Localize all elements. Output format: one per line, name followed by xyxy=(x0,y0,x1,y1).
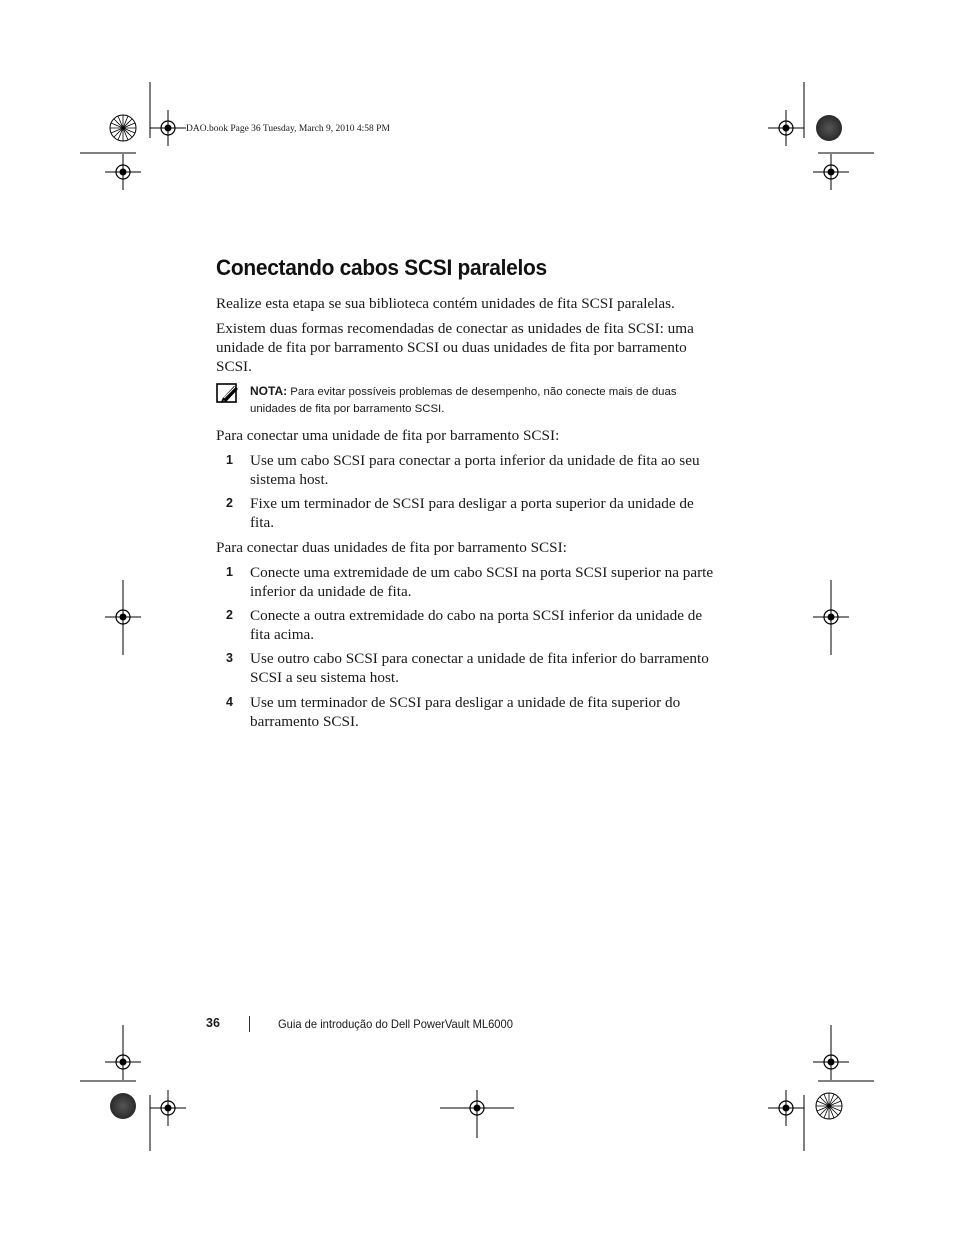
intro-paragraph: Realize esta etapa se sua biblioteca contém unidades de fita SCSI paralelas. xyxy=(216,295,675,312)
section2-step-2-text: Conecte a outra extremidade do cabo na porta SCSI inferior da unidade de fita acima. xyxy=(250,607,703,643)
starburst-bottom-right xyxy=(816,1093,842,1119)
section2-lead: Para conectar duas unidades de fita por barramento SCSI: xyxy=(216,539,567,556)
section1-step-2-number: 2 xyxy=(226,496,233,510)
page-title: Conectando cabos SCSI paralelos xyxy=(216,255,547,280)
section2-step-2-number: 2 xyxy=(226,608,233,622)
section1-lead: Para conectar uma unidade de fita por barramento SCSI: xyxy=(216,427,560,444)
options-paragraph: Existem duas formas recomendadas de conectar as unidades de fita SCSI: uma unidade de fita por barramento SCSI ou duas unidades de fita por barramento SCSI. xyxy=(216,320,694,375)
footer-title: Guia de introdução do Dell PowerVault ML6000 xyxy=(278,1017,513,1031)
section1-step-1-text: Use um cabo SCSI para conectar a porta inferior da unidade de fita ao seu sistema host. xyxy=(250,452,700,488)
note-label: NOTA: xyxy=(250,384,288,398)
section2-step-3-number: 3 xyxy=(226,651,233,665)
note-text: Para evitar possíveis problemas de desempenho, não conecte mais de duas unidades de fita por barramento SCSI. xyxy=(250,386,677,415)
section2-step-1-text: Conecte uma extremidade de um cabo SCSI na porta SCSI superior na parte inferior da unidade de fita. xyxy=(250,564,714,600)
print-slug: DAO.book Page 36 Tuesday, March 9, 2010 4:58 PM xyxy=(186,124,390,134)
starburst-top-left xyxy=(110,115,136,141)
section2-step-3-text: Use outro cabo SCSI para conectar a unidade de fita inferior do barramento SCSI a seu sistema host. xyxy=(250,650,709,686)
section2-step-1-number: 1 xyxy=(226,565,233,579)
footer-divider xyxy=(249,1016,250,1032)
page-number: 36 xyxy=(206,1016,220,1030)
section1-step-1-number: 1 xyxy=(226,453,233,467)
section1-step-2-text: Fixe um terminador de SCSI para desligar a porta superior da unidade de fita. xyxy=(250,495,694,531)
section2-step-4-text: Use um terminador de SCSI para desligar a unidade de fita superior do barramento SCSI. xyxy=(250,694,681,730)
note-pencil-icon xyxy=(216,383,240,405)
note-box xyxy=(250,383,720,418)
section2-step-4-number: 4 xyxy=(226,695,233,709)
